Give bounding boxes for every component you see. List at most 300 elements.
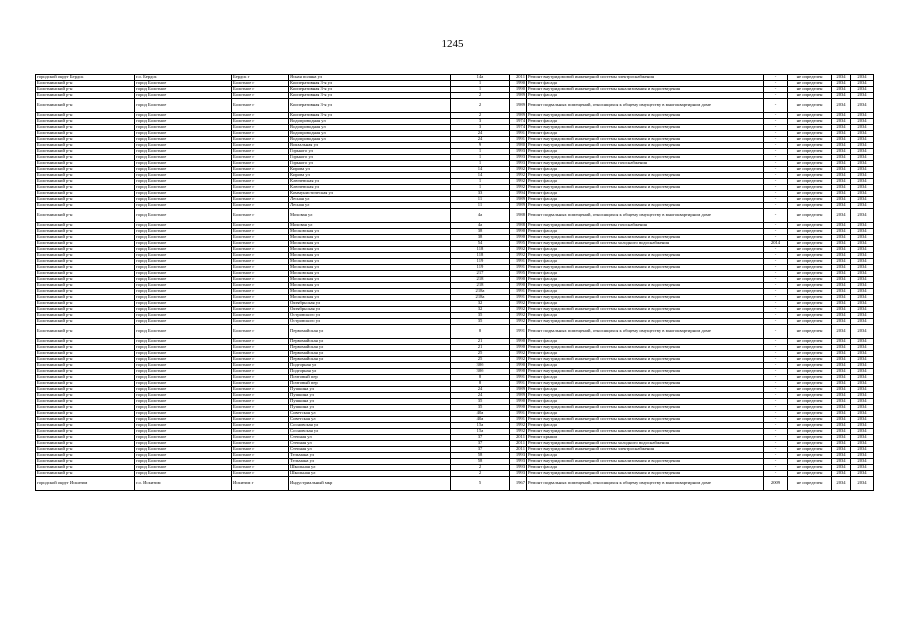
- locality-cell: Болотное г: [232, 447, 289, 453]
- locality-cell: Болотное г: [232, 411, 289, 417]
- status-cell: не определен: [788, 459, 832, 465]
- last-repair-cell: -: [764, 179, 788, 185]
- plan-start-cell: 2034: [832, 339, 851, 345]
- last-repair-cell: -: [764, 345, 788, 351]
- last-repair-cell: 2009: [764, 477, 788, 491]
- street-cell: Кооперативная 3-я ул: [289, 81, 451, 87]
- locality-cell: Болотное г: [232, 155, 289, 161]
- settlement-cell: город Болотное: [135, 143, 232, 149]
- last-repair-cell: -: [764, 411, 788, 417]
- work-type-cell: Ремонт внутридомовой инженерной системы канализования и водоотведения: [527, 173, 764, 179]
- street-cell: Ясная поляна ул: [289, 75, 451, 81]
- work-type-cell: Ремонт фасада: [527, 375, 764, 381]
- house-number-cell: 218а: [451, 295, 510, 301]
- house-number-cell: 58: [451, 453, 510, 459]
- locality-cell: Болотное г: [232, 435, 289, 441]
- work-type-cell: Ремонт фасада: [527, 259, 764, 265]
- plan-end-cell: 2034: [851, 471, 874, 477]
- street-cell: Московская ул: [289, 295, 451, 301]
- street-cell: Московская ул: [289, 271, 451, 277]
- last-repair-cell: -: [764, 155, 788, 161]
- plan-start-cell: 2034: [832, 465, 851, 471]
- municipality-cell: Болотнинский р-н: [36, 155, 135, 161]
- last-repair-cell: -: [764, 465, 788, 471]
- status-cell: не определен: [788, 125, 832, 131]
- work-type-cell: Ремонт фасада: [527, 247, 764, 253]
- status-cell: не определен: [788, 465, 832, 471]
- plan-end-cell: 2034: [851, 339, 874, 345]
- house-number-cell: 119: [451, 259, 510, 265]
- municipality-cell: Болотнинский р-н: [36, 81, 135, 87]
- status-cell: не определен: [788, 191, 832, 197]
- settlement-cell: город Болотное: [135, 375, 232, 381]
- plan-start-cell: 2034: [832, 453, 851, 459]
- build-year-cell: 1989: [510, 113, 527, 119]
- house-number-cell: 30б: [451, 369, 510, 375]
- last-repair-cell: -: [764, 185, 788, 191]
- municipality-cell: Болотнинский р-н: [36, 185, 135, 191]
- street-cell: Ключевская ул: [289, 179, 451, 185]
- settlement-cell: город Болотное: [135, 167, 232, 173]
- work-type-cell: Ремонт фасада: [527, 339, 764, 345]
- work-type-cell: Ремонт фасада: [527, 313, 764, 319]
- settlement-cell: г.о. Искитим: [135, 477, 232, 491]
- locality-cell: Болотное г: [232, 131, 289, 137]
- plan-end-cell: 2034: [851, 357, 874, 363]
- municipality-cell: Болотнинский р-н: [36, 357, 135, 363]
- house-number-cell: 4а: [451, 223, 510, 229]
- street-cell: Водопроводная ул: [289, 125, 451, 131]
- locality-cell: Болотное г: [232, 369, 289, 375]
- street-cell: Кооперативная 3-я ул: [289, 113, 451, 119]
- settlement-cell: город Болотное: [135, 447, 232, 453]
- street-cell: Водопроводная ул: [289, 137, 451, 143]
- status-cell: не определен: [788, 441, 832, 447]
- build-year-cell: 1988: [510, 209, 527, 223]
- status-cell: не определен: [788, 203, 832, 209]
- status-cell: не определен: [788, 241, 832, 247]
- municipality-cell: Болотнинский р-н: [36, 253, 135, 259]
- settlement-cell: город Болотное: [135, 301, 232, 307]
- plan-start-cell: 2034: [832, 131, 851, 137]
- street-cell: Тельмана ул: [289, 453, 451, 459]
- build-year-cell: 1988: [510, 223, 527, 229]
- plan-start-cell: 2034: [832, 93, 851, 99]
- plan-end-cell: 2034: [851, 319, 874, 325]
- locality-cell: Болотное г: [232, 307, 289, 313]
- build-year-cell: 1990: [510, 229, 527, 235]
- plan-start-cell: 2034: [832, 411, 851, 417]
- last-repair-cell: -: [764, 369, 788, 375]
- street-cell: Водопроводная ул: [289, 131, 451, 137]
- street-cell: Первомайская ул: [289, 345, 451, 351]
- street-cell: Островского ул: [289, 313, 451, 319]
- locality-cell: Болотное г: [232, 319, 289, 325]
- work-type-cell: Ремонт внутридомовой инженерной системы канализования и водоотведения: [527, 155, 764, 161]
- work-type-cell: Ремонт внутридомовой инженерной системы канализования и водоотведения: [527, 87, 764, 93]
- build-year-cell: 1989: [510, 203, 527, 209]
- work-type-cell: Ремонт внутридомовой инженерной системы электроснабжения: [527, 75, 764, 81]
- build-year-cell: 1994: [510, 191, 527, 197]
- plan-end-cell: 2034: [851, 405, 874, 411]
- last-repair-cell: -: [764, 137, 788, 143]
- locality-cell: Болотное г: [232, 375, 289, 381]
- locality-cell: Искитим г: [232, 477, 289, 491]
- locality-cell: Болотное г: [232, 471, 289, 477]
- work-type-cell: Ремонт фасада: [527, 131, 764, 137]
- plan-start-cell: 2034: [832, 477, 851, 491]
- municipality-cell: Болотнинский р-н: [36, 113, 135, 119]
- settlement-cell: город Болотное: [135, 423, 232, 429]
- last-repair-cell: -: [764, 93, 788, 99]
- settlement-cell: город Болотное: [135, 453, 232, 459]
- status-cell: не определен: [788, 453, 832, 459]
- build-year-cell: 1989: [510, 93, 527, 99]
- house-number-cell: 14: [451, 173, 510, 179]
- status-cell: не определен: [788, 301, 832, 307]
- plan-start-cell: 2034: [832, 179, 851, 185]
- locality-cell: Болотное г: [232, 87, 289, 93]
- settlement-cell: город Болотное: [135, 253, 232, 259]
- last-repair-cell: -: [764, 167, 788, 173]
- municipality-cell: Болотнинский р-н: [36, 465, 135, 471]
- last-repair-cell: -: [764, 283, 788, 289]
- settlement-cell: город Болотное: [135, 411, 232, 417]
- house-number-cell: 5: [451, 477, 510, 491]
- plan-start-cell: 2034: [832, 185, 851, 191]
- status-cell: не определен: [788, 411, 832, 417]
- street-cell: Моховая ул: [289, 209, 451, 223]
- plan-start-cell: 2034: [832, 325, 851, 339]
- work-type-cell: Ремонт внутридомовой инженерной системы газоснабжения: [527, 223, 764, 229]
- municipality-cell: Болотнинский р-н: [36, 351, 135, 357]
- plan-start-cell: 2034: [832, 319, 851, 325]
- locality-cell: Болотное г: [232, 235, 289, 241]
- settlement-cell: город Болотное: [135, 471, 232, 477]
- locality-cell: Болотное г: [232, 149, 289, 155]
- locality-cell: Болотное г: [232, 345, 289, 351]
- house-number-cell: 24: [451, 393, 510, 399]
- build-year-cell: 1991: [510, 411, 527, 417]
- locality-cell: Болотное г: [232, 453, 289, 459]
- settlement-cell: город Болотное: [135, 203, 232, 209]
- work-type-cell: Ремонт подвальных помещений, относящихся к общему имуществу в многоквартирном доме: [527, 325, 764, 339]
- street-cell: Подгорная ул: [289, 363, 451, 369]
- status-cell: не определен: [788, 429, 832, 435]
- work-type-cell: Ремонт внутридомовой инженерной системы канализования и водоотведения: [527, 283, 764, 289]
- house-number-cell: 35: [451, 313, 510, 319]
- house-number-cell: 15а: [451, 423, 510, 429]
- last-repair-cell: -: [764, 253, 788, 259]
- plan-start-cell: 2034: [832, 289, 851, 295]
- settlement-cell: город Болотное: [135, 247, 232, 253]
- last-repair-cell: -: [764, 113, 788, 119]
- house-number-cell: 37: [451, 447, 510, 453]
- last-repair-cell: -: [764, 247, 788, 253]
- status-cell: не определен: [788, 93, 832, 99]
- work-type-cell: Ремонт внутридомовой инженерной системы канализования и водоотведения: [527, 253, 764, 259]
- table-row: [36, 99, 874, 113]
- status-cell: не определен: [788, 229, 832, 235]
- status-cell: не определен: [788, 423, 832, 429]
- street-cell: Степная ул: [289, 441, 451, 447]
- build-year-cell: 1992: [510, 351, 527, 357]
- status-cell: не определен: [788, 387, 832, 393]
- settlement-cell: город Болотное: [135, 459, 232, 465]
- work-type-cell: Ремонт фасада: [527, 167, 764, 173]
- locality-cell: Болотное г: [232, 363, 289, 369]
- plan-end-cell: 2034: [851, 265, 874, 271]
- house-number-cell: 218: [451, 283, 510, 289]
- municipality-cell: Болотнинский р-н: [36, 179, 135, 185]
- work-type-cell: Ремонт внутридомовой инженерной системы канализования и водоотведения: [527, 265, 764, 271]
- municipality-cell: Болотнинский р-н: [36, 247, 135, 253]
- street-cell: Пушкина ул: [289, 393, 451, 399]
- municipality-cell: Болотнинский р-н: [36, 387, 135, 393]
- settlement-cell: город Болотное: [135, 435, 232, 441]
- settlement-cell: город Болотное: [135, 137, 232, 143]
- plan-start-cell: 2034: [832, 167, 851, 173]
- build-year-cell: 1990: [510, 339, 527, 345]
- locality-cell: Болотное г: [232, 417, 289, 423]
- settlement-cell: город Болотное: [135, 173, 232, 179]
- municipality-cell: Болотнинский р-н: [36, 295, 135, 301]
- house-number-cell: 32: [451, 301, 510, 307]
- locality-cell: Болотное г: [232, 137, 289, 143]
- locality-cell: Болотное г: [232, 465, 289, 471]
- street-cell: Кооперативная 3-я ул: [289, 87, 451, 93]
- house-number-cell: 1: [451, 179, 510, 185]
- plan-start-cell: 2034: [832, 447, 851, 453]
- house-number-cell: 2: [451, 471, 510, 477]
- status-cell: не определен: [788, 477, 832, 491]
- last-repair-cell: -: [764, 339, 788, 345]
- street-cell: Первомайская ул: [289, 357, 451, 363]
- plan-end-cell: 2034: [851, 447, 874, 453]
- street-cell: Первомайская ул: [289, 351, 451, 357]
- plan-end-cell: 2034: [851, 313, 874, 319]
- street-cell: Вокзальная ул: [289, 143, 451, 149]
- plan-end-cell: 2034: [851, 131, 874, 137]
- street-cell: Тельмана ул: [289, 459, 451, 465]
- last-repair-cell: -: [764, 125, 788, 131]
- plan-end-cell: 2034: [851, 235, 874, 241]
- locality-cell: Болотное г: [232, 283, 289, 289]
- plan-end-cell: 2034: [851, 283, 874, 289]
- house-number-cell: 8: [451, 325, 510, 339]
- plan-start-cell: 2034: [832, 417, 851, 423]
- work-type-cell: Ремонт фасада: [527, 363, 764, 369]
- work-type-cell: Ремонт фасада: [527, 351, 764, 357]
- build-year-cell: 1990: [510, 277, 527, 283]
- municipality-cell: Болотнинский р-н: [36, 277, 135, 283]
- status-cell: не определен: [788, 375, 832, 381]
- plan-end-cell: 2034: [851, 345, 874, 351]
- settlement-cell: город Болотное: [135, 381, 232, 387]
- house-number-cell: 30б: [451, 363, 510, 369]
- last-repair-cell: -: [764, 149, 788, 155]
- build-year-cell: 1992: [510, 319, 527, 325]
- locality-cell: Болотное г: [232, 125, 289, 131]
- street-cell: Советская ул: [289, 411, 451, 417]
- locality-cell: Болотное г: [232, 167, 289, 173]
- build-year-cell: 1993: [510, 471, 527, 477]
- house-number-cell: 3: [451, 125, 510, 131]
- street-cell: Московская ул: [289, 253, 451, 259]
- municipality-cell: Болотнинский р-н: [36, 301, 135, 307]
- last-repair-cell: -: [764, 301, 788, 307]
- build-year-cell: 1992: [510, 253, 527, 259]
- locality-cell: Болотное г: [232, 387, 289, 393]
- plan-start-cell: 2034: [832, 191, 851, 197]
- plan-end-cell: 2034: [851, 259, 874, 265]
- street-cell: Сосновская ул: [289, 423, 451, 429]
- street-cell: Сосновская ул: [289, 429, 451, 435]
- status-cell: не определен: [788, 253, 832, 259]
- plan-start-cell: 2034: [832, 381, 851, 387]
- work-type-cell: Ремонт фасада: [527, 277, 764, 283]
- plan-end-cell: 2034: [851, 87, 874, 93]
- settlement-cell: город Болотное: [135, 229, 232, 235]
- municipality-cell: Болотнинский р-н: [36, 313, 135, 319]
- house-number-cell: 14: [451, 167, 510, 173]
- locality-cell: Болотное г: [232, 247, 289, 253]
- plan-start-cell: 2034: [832, 149, 851, 155]
- status-cell: не определен: [788, 319, 832, 325]
- plan-start-cell: 2034: [832, 351, 851, 357]
- street-cell: Советская ул: [289, 417, 451, 423]
- street-cell: Московская ул: [289, 229, 451, 235]
- municipality-cell: Болотнинский р-н: [36, 241, 135, 247]
- plan-start-cell: 2034: [832, 113, 851, 119]
- municipality-cell: Болотнинский р-н: [36, 87, 135, 93]
- last-repair-cell: -: [764, 363, 788, 369]
- last-repair-cell: -: [764, 271, 788, 277]
- work-type-cell: Ремонт внутридомовой инженерной системы канализования и водоотведения: [527, 319, 764, 325]
- page-number: 1245: [441, 38, 464, 50]
- build-year-cell: 1991: [510, 265, 527, 271]
- house-number-cell: 21: [451, 339, 510, 345]
- work-type-cell: Ремонт фасада: [527, 289, 764, 295]
- street-cell: Кооперативная 3-я ул: [289, 93, 451, 99]
- plan-end-cell: 2034: [851, 459, 874, 465]
- last-repair-cell: -: [764, 459, 788, 465]
- build-year-cell: 1980: [510, 143, 527, 149]
- municipality-cell: Болотнинский р-н: [36, 325, 135, 339]
- municipality-cell: Болотнинский р-н: [36, 339, 135, 345]
- house-number-cell: 119: [451, 265, 510, 271]
- plan-start-cell: 2034: [832, 423, 851, 429]
- house-number-cell: 25: [451, 357, 510, 363]
- last-repair-cell: -: [764, 265, 788, 271]
- last-repair-cell: -: [764, 87, 788, 93]
- house-number-cell: 35: [451, 319, 510, 325]
- house-number-cell: 1: [451, 161, 510, 167]
- status-cell: не определен: [788, 235, 832, 241]
- work-type-cell: Ремонт фасада: [527, 149, 764, 155]
- house-number-cell: 24: [451, 387, 510, 393]
- locality-cell: Болотное г: [232, 357, 289, 363]
- status-cell: не определен: [788, 471, 832, 477]
- plan-end-cell: 2034: [851, 411, 874, 417]
- build-year-cell: 1993: [510, 155, 527, 161]
- plan-start-cell: 2034: [832, 283, 851, 289]
- status-cell: не определен: [788, 295, 832, 301]
- last-repair-cell: -: [764, 277, 788, 283]
- build-year-cell: 1992: [510, 357, 527, 363]
- street-cell: Водопроводная ул: [289, 119, 451, 125]
- settlement-cell: город Болотное: [135, 113, 232, 119]
- settlement-cell: город Болотное: [135, 313, 232, 319]
- locality-cell: Болотное г: [232, 203, 289, 209]
- last-repair-cell: -: [764, 295, 788, 301]
- municipality-cell: Болотнинский р-н: [36, 173, 135, 179]
- street-cell: Индустриальный мкр: [289, 477, 451, 491]
- plan-start-cell: 2034: [832, 143, 851, 149]
- plan-end-cell: 2034: [851, 381, 874, 387]
- house-number-cell: 11: [451, 203, 510, 209]
- street-cell: Пушкина ул: [289, 399, 451, 405]
- table-row: [36, 477, 874, 491]
- municipality-cell: Болотнинский р-н: [36, 119, 135, 125]
- municipality-cell: Болотнинский р-н: [36, 459, 135, 465]
- municipality-cell: Болотнинский р-н: [36, 411, 135, 417]
- last-repair-cell: -: [764, 441, 788, 447]
- build-year-cell: 1992: [510, 429, 527, 435]
- house-number-cell: 118: [451, 253, 510, 259]
- locality-cell: Болотное г: [232, 423, 289, 429]
- build-year-cell: 1992: [510, 307, 527, 313]
- plan-start-cell: 2034: [832, 405, 851, 411]
- street-cell: Почтовый пер: [289, 381, 451, 387]
- build-year-cell: 1989: [510, 387, 527, 393]
- last-repair-cell: -: [764, 289, 788, 295]
- plan-start-cell: 2034: [832, 75, 851, 81]
- plan-end-cell: 2034: [851, 155, 874, 161]
- locality-cell: Болотное г: [232, 173, 289, 179]
- last-repair-cell: -: [764, 161, 788, 167]
- status-cell: не определен: [788, 313, 832, 319]
- plan-end-cell: 2034: [851, 149, 874, 155]
- work-type-cell: Ремонт фасада: [527, 453, 764, 459]
- locality-cell: Болотное г: [232, 99, 289, 113]
- house-number-cell: 1: [451, 81, 510, 87]
- municipality-cell: Болотнинский р-н: [36, 345, 135, 351]
- locality-cell: Болотное г: [232, 301, 289, 307]
- plan-end-cell: 2034: [851, 125, 874, 131]
- house-number-cell: 33: [451, 191, 510, 197]
- plan-end-cell: 2034: [851, 173, 874, 179]
- municipality-cell: Болотнинский р-н: [36, 393, 135, 399]
- house-number-cell: 54: [451, 241, 510, 247]
- plan-start-cell: 2034: [832, 253, 851, 259]
- municipality-cell: Болотнинский р-н: [36, 405, 135, 411]
- street-cell: Степная ул: [289, 435, 451, 441]
- locality-cell: Болотное г: [232, 191, 289, 197]
- locality-cell: Болотное г: [232, 179, 289, 185]
- status-cell: не определен: [788, 417, 832, 423]
- plan-start-cell: 2034: [832, 429, 851, 435]
- locality-cell: Болотное г: [232, 441, 289, 447]
- settlement-cell: город Болотное: [135, 345, 232, 351]
- municipality-cell: Болотнинский р-н: [36, 209, 135, 223]
- work-type-cell: Ремонт крыши: [527, 435, 764, 441]
- house-number-cell: 2: [451, 465, 510, 471]
- plan-end-cell: 2034: [851, 277, 874, 283]
- locality-cell: Болотное г: [232, 241, 289, 247]
- plan-start-cell: 2034: [832, 241, 851, 247]
- plan-end-cell: 2034: [851, 161, 874, 167]
